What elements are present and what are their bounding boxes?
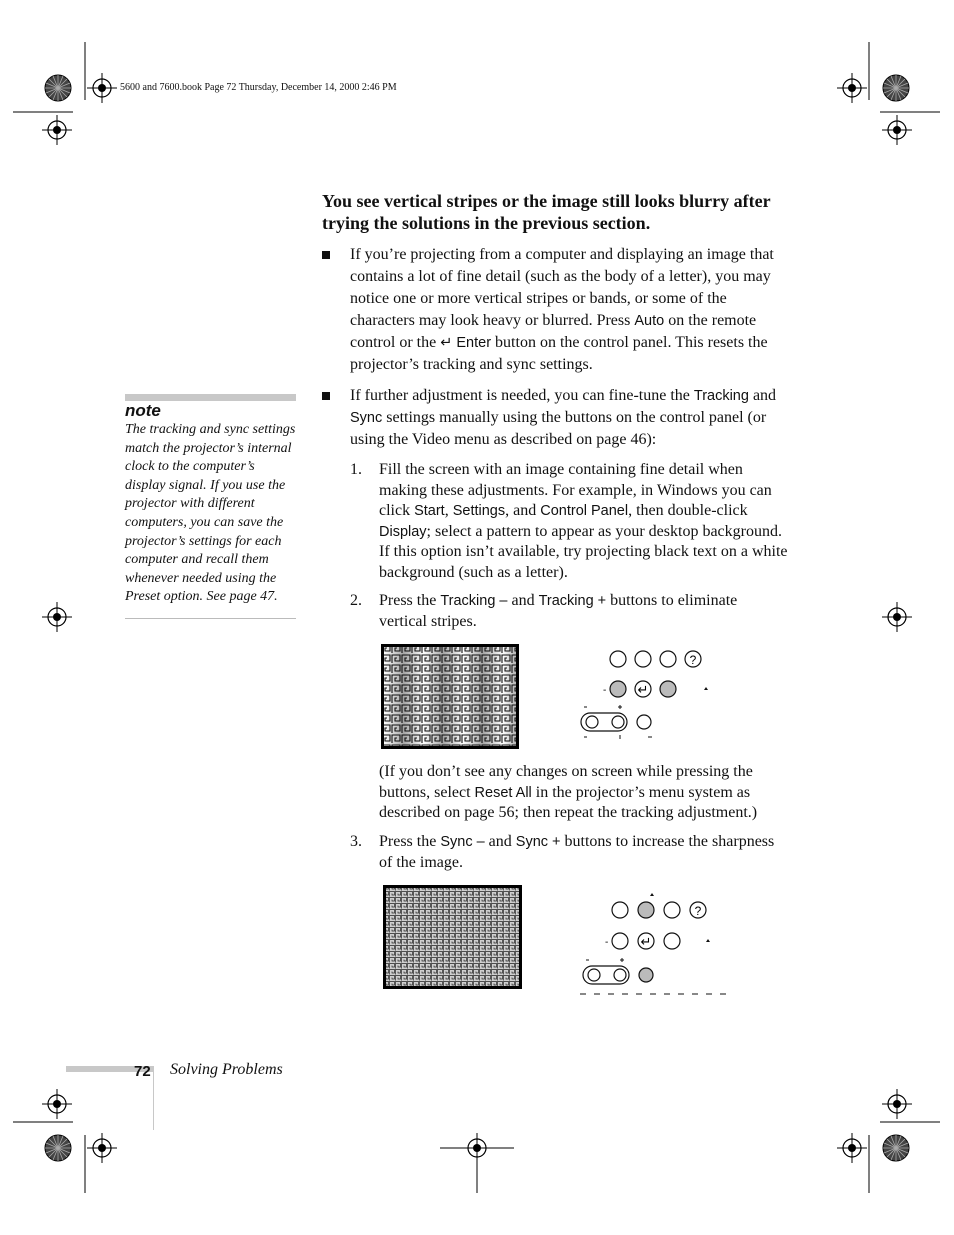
registration-target-icon	[42, 115, 72, 145]
sync-minus-button	[639, 968, 653, 982]
note-body: The tracking and sync settings match the projector’s internal clock to the computer’s display signal. If you use the projector with different computers, you can save the projector’s settings for each computer and recall them whenever needed using the Preset option. See page 47.	[125, 422, 296, 605]
bullet-square-icon	[322, 385, 350, 400]
registration-target-icon	[882, 115, 912, 145]
note-bar	[125, 394, 296, 401]
note-title: note	[125, 401, 161, 420]
registration-target-icon	[837, 1133, 867, 1163]
step-1: 1. Fill the screen with an image containing fine detail when making these adjustments. For example, in Windows you can click Start, Settings, and Control Panel, then double-click Display; select a pattern to appear as your desktop background. If this option isn’t available, try projecting black text on a white background (such as a letter).	[350, 461, 788, 581]
help-icon: ?	[694, 904, 702, 918]
step-3: 3. Press the Sync – and Sync + buttons to increase the sharpness of the image.	[350, 833, 775, 871]
panel-button	[610, 651, 626, 667]
registration-star-icon	[45, 75, 71, 101]
registration-target-icon	[42, 1089, 72, 1119]
parenthetical-note: (If you don’t see any changes on screen while pressing the buttons, select Reset All in the projector’s menu system as described on page 56; then repeat the tracking adjustment.)	[379, 763, 758, 821]
registration-target-icon	[42, 602, 72, 632]
tracking-minus-button	[610, 681, 626, 697]
vertical-stripes-image	[381, 644, 519, 749]
file-header: 5600 and 7600.book Page 72 Thursday, December 14, 2000 2:46 PM	[120, 82, 397, 93]
registration-target-icon	[87, 73, 117, 103]
help-icon: ?	[689, 653, 697, 667]
registration-target-icon	[882, 602, 912, 632]
panel-button	[612, 933, 628, 949]
tracking-plus-button	[660, 681, 676, 697]
panel-button	[664, 902, 680, 918]
registration-target-icon	[882, 1089, 912, 1119]
registration-star-icon	[883, 75, 909, 101]
registration-star-icon	[883, 1135, 909, 1161]
panel-button	[612, 902, 628, 918]
control-panel-diagram	[578, 645, 718, 745]
bullet-square-icon	[322, 244, 350, 259]
section-heading: You see vertical stripes or the image still looks blurry after trying the solutions in the previous section.	[322, 191, 771, 233]
panel-button	[664, 933, 680, 949]
sync-plus-button	[638, 902, 654, 918]
page-number: 72	[134, 1063, 151, 1080]
bullet-item: If you’re projecting from a computer and displaying an image that contains a lot of fine detail (such as the body of a letter), you may notice one or more vertical stripes or bands, or some of the characters may look heavy or blurred. Press Auto on the remote control or the ↵ Enter button on the control panel. This resets the projector’s tracking and sync settings.	[322, 244, 788, 376]
registration-star-icon	[45, 1135, 71, 1161]
footer-divider	[153, 1072, 154, 1130]
panel-button	[637, 715, 651, 729]
sharp-pattern-image	[383, 885, 522, 989]
step-2: 2. Press the Tracking – and Tracking + buttons to eliminate vertical stripes.	[350, 592, 738, 630]
panel-button	[635, 651, 651, 667]
control-panel-diagram-sync	[578, 890, 733, 1000]
section-title: Solving Problems	[170, 1061, 283, 1078]
svg-text:-: -	[605, 937, 609, 948]
note-divider	[125, 618, 296, 619]
enter-icon: ↵	[637, 683, 649, 698]
bullet-item: If further adjustment is needed, you can fine-tune the Tracking and Sync settings manually using the buttons on the control panel (or using the Video menu as described on page 46):	[322, 385, 788, 451]
registration-target-icon	[87, 1133, 117, 1163]
enter-icon: ↵	[640, 935, 652, 950]
svg-text:-: -	[603, 685, 607, 696]
registration-target-icon	[837, 73, 867, 103]
panel-button	[660, 651, 676, 667]
